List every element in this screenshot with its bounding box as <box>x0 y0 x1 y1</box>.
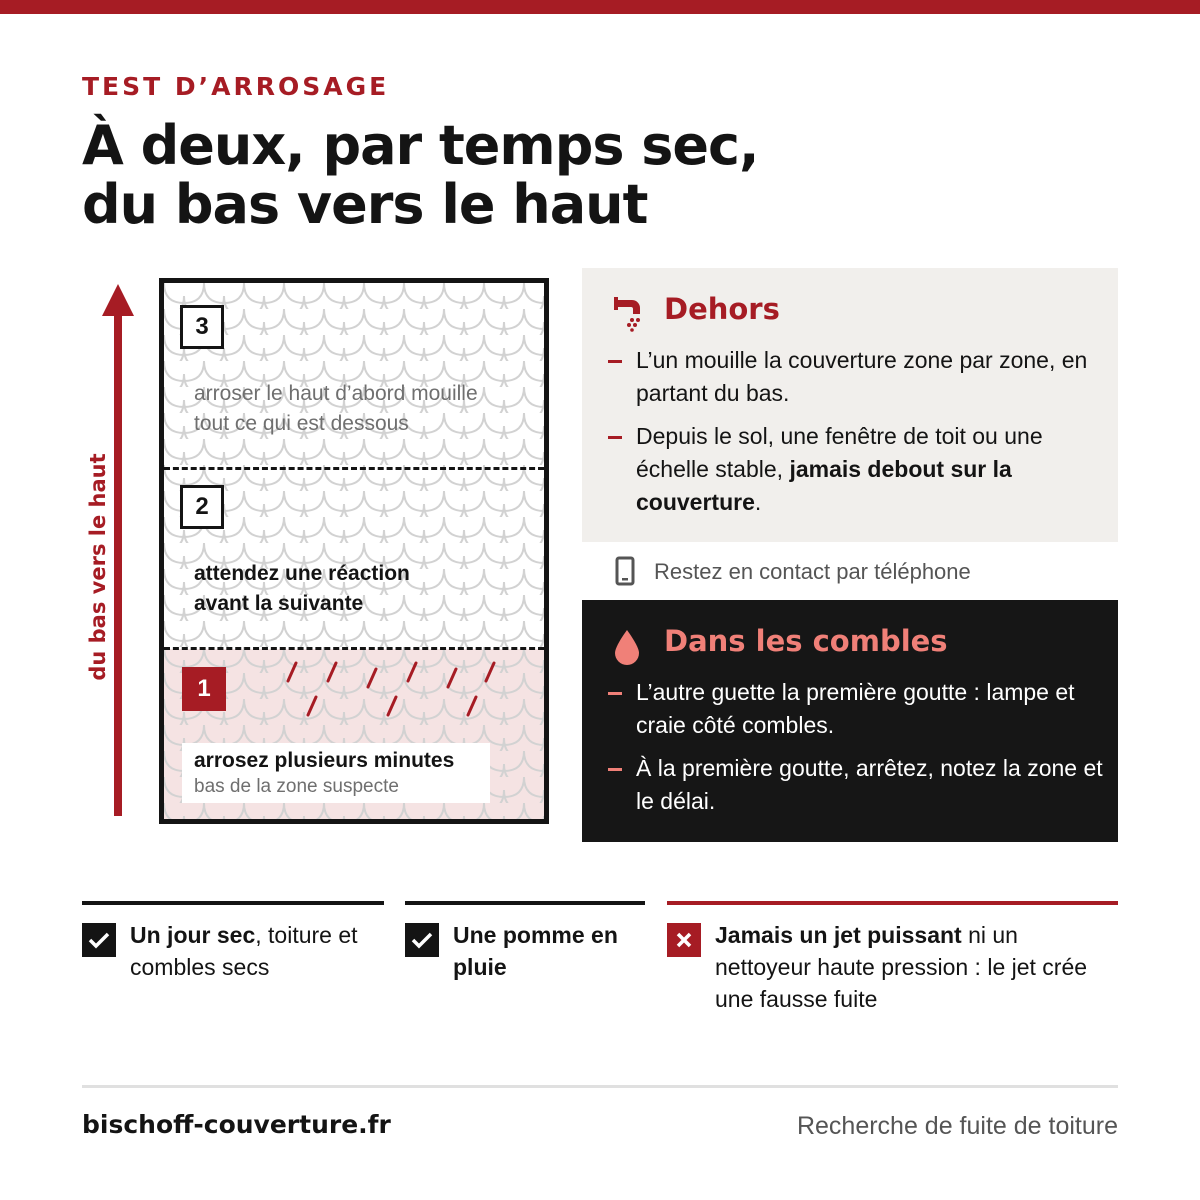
title-line-2: du bas vers le haut <box>82 173 648 236</box>
step-2-badge: 2 <box>180 485 224 529</box>
attic-bullets <box>636 676 1106 828</box>
bullet-text: L’un mouille la couverture zone par zone, en partant du bas. <box>636 347 1088 406</box>
step-2-text <box>194 559 410 619</box>
kicker: TEST D’ARROSAGE <box>82 72 390 101</box>
attic-panel <box>582 600 1118 842</box>
step-2-line-2: avant la suivante <box>194 592 364 615</box>
list-item <box>636 676 1106 742</box>
faucet-icon <box>612 296 644 332</box>
outside-title: Dehors <box>664 292 780 326</box>
bullet-text-end: . <box>754 489 762 515</box>
list-item <box>636 752 1106 818</box>
drop-icon <box>612 628 642 666</box>
outside-panel <box>582 268 1118 542</box>
step-3-text <box>194 379 478 439</box>
list-item <box>636 344 1106 410</box>
bullet-emphasis: jamais debout sur la couverture <box>636 456 1012 515</box>
page-title <box>82 116 982 234</box>
step-3-badge: 3 <box>180 305 224 349</box>
bullet-dash <box>608 436 622 439</box>
check-rest: ni un nettoyeur haute pression : le jet crée une fausse fuite <box>715 922 1088 1012</box>
roof-tiles-pattern <box>164 283 544 819</box>
roof-diagram <box>159 278 549 824</box>
phone-icon <box>614 556 636 586</box>
site-link[interactable]: bischoff-couverture.fr <box>82 1110 391 1139</box>
check-text <box>130 919 384 983</box>
cross-icon <box>667 923 701 957</box>
contact-text: Restez en contact par téléphone <box>654 559 971 584</box>
step-1-line-1: arrosez plusieurs minutes <box>194 749 455 772</box>
check-bold: Jamais un jet puissant <box>715 922 962 948</box>
step-1-callout <box>182 743 490 803</box>
bullet-dash <box>608 360 622 363</box>
check-rule <box>667 901 1118 905</box>
attic-title: Dans les combles <box>664 624 948 658</box>
bullet-dash <box>608 692 622 695</box>
axis-label: du bas vers le haut <box>86 453 110 681</box>
step-3-line-2: tout ce qui est dessous <box>194 412 409 435</box>
footer-tagline: Recherche de fuite de toiture <box>796 1112 1118 1140</box>
step-1-line-2: bas de la zone suspecte <box>194 776 399 797</box>
bullet-text: À la première goutte, arrêtez, notez la zone et le délai. <box>636 755 1103 814</box>
check-bold: Un jour sec <box>130 922 256 948</box>
checkmark-icon <box>405 923 439 957</box>
check-rest: , toiture et combles secs <box>130 922 358 980</box>
zone-divider <box>164 467 544 470</box>
zone-divider <box>164 647 544 650</box>
step-2-line-1: attendez une réaction <box>194 562 410 585</box>
step-1-badge: 1 <box>182 667 226 711</box>
check-rule <box>82 901 384 905</box>
bullet-text: Depuis le sol, une fenêtre de toit ou une échelle stable, <box>636 423 1043 482</box>
checkmark-icon <box>82 923 116 957</box>
check-rule <box>405 901 645 905</box>
title-line-1: À deux, par temps sec, <box>82 114 759 177</box>
list-item <box>636 420 1106 519</box>
bullet-text: L’autre guette la première goutte : lampe et craie côté combles. <box>636 679 1075 738</box>
step-3-line-1: arroser le haut d’abord mouille <box>194 382 478 405</box>
check-bold: Une pomme en pluie <box>453 922 618 980</box>
check-text <box>715 919 1120 1015</box>
top-accent-bar <box>0 0 1200 14</box>
check-text <box>453 919 633 983</box>
footer-divider <box>82 1085 1118 1088</box>
bullet-dash <box>608 768 622 771</box>
contact-note <box>614 556 971 588</box>
outside-bullets <box>636 344 1106 529</box>
